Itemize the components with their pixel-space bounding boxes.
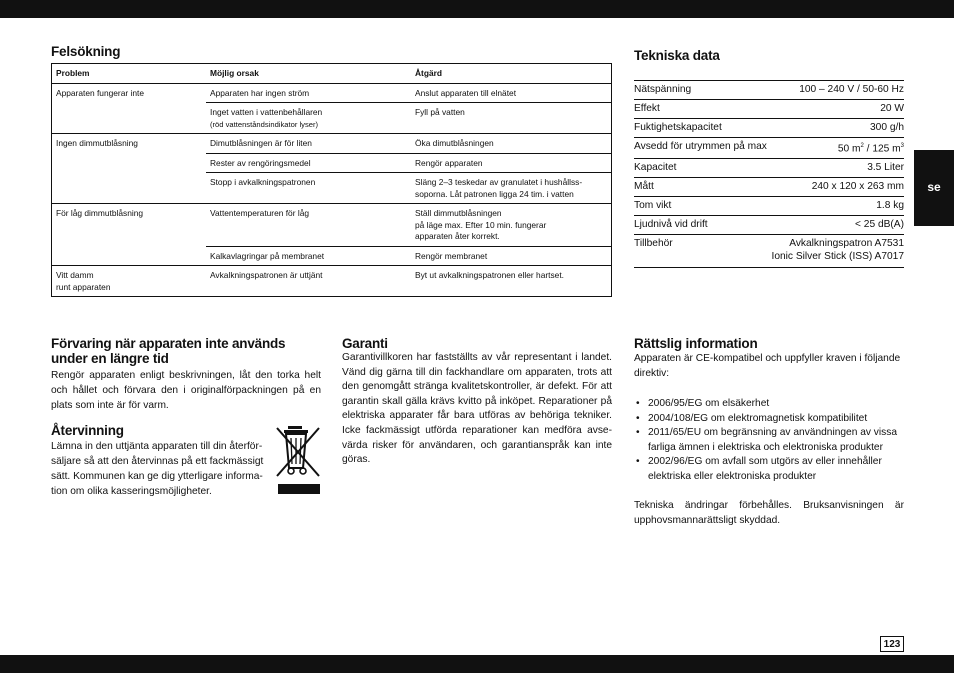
table-header-row: [52, 64, 612, 84]
tech-row: [634, 159, 904, 178]
tech-value: 100 – 240 V / 50-60 Hz: [769, 81, 904, 100]
action-cell: Släng 2–3 teskedar av granulatet i hushållss- soporna. Låt patronen ligga 24 tim. i vatten: [411, 173, 612, 204]
troubleshooting-table: [51, 63, 612, 297]
tech-row: [634, 235, 904, 268]
problem-cell: Apparaten fungerar inte: [56, 87, 144, 98]
cause-text: Stopp i avkalkningspatronen: [210, 177, 316, 187]
tech-row: [634, 178, 904, 197]
tech-value: < 25 dB(A): [769, 216, 904, 235]
table-row: [52, 204, 612, 247]
table-row: [52, 266, 612, 297]
cause-cell: [206, 266, 411, 297]
cause-cell: [206, 153, 411, 173]
legal-section: [634, 336, 904, 528]
superscript: 2: [860, 143, 864, 149]
legal-title: Rättslig information: [634, 336, 758, 351]
cause-text: Inget vatten i vattenbehållaren: [210, 107, 323, 117]
cause-text: Vattentemperaturen för låg: [210, 208, 310, 218]
action-cell: Fyll på vatten: [411, 103, 612, 134]
directive-item: • 2011/65/EU om begränsning av användningen av vissa farliga ämnen i elektriska och elektroniska produkter: [634, 426, 904, 455]
header-action: Åtgärd: [411, 64, 612, 84]
storage-title: Förvaring när apparaten inte används under en längre tid: [51, 336, 286, 366]
warranty-title: Garanti: [342, 336, 388, 351]
recycling-text: Lämna in den uttjänta apparaten till din återför-säljare så att den återvinnas på ett fackmässigt sätt. Kommunen kan ge dig ytterligare informa-tion om olika kasseringsmöjligheter.: [51, 441, 264, 497]
tech-value: 240 x 120 x 263 mm: [769, 178, 904, 197]
superscript: 3: [900, 143, 904, 149]
problem-cell: För låg dimmutblåsning: [52, 204, 207, 266]
tech-value: 20 W: [769, 100, 904, 119]
storage-text: Rengör apparaten enligt beskrivningen, låt den torka helt och hållet och förvara den i originalförpackningen på en plats som inte är för varm.: [51, 370, 321, 411]
legal-footer: Tekniska ändringar förbehålles. Bruksanvisningen är upphovsmannarättsligt skyddad.: [634, 500, 904, 526]
page-number: 123: [880, 636, 904, 652]
action-cell: Anslut apparaten till elnätet: [415, 87, 517, 98]
cause-cell: [206, 246, 411, 266]
action-cell: Rengör apparaten: [411, 153, 612, 173]
cause-cell: [206, 134, 411, 154]
tech-label: Ljudnivå vid drift: [634, 216, 769, 235]
tech-value: 3.5 Liter: [769, 159, 904, 178]
tech-row: [634, 216, 904, 235]
tech-label: Avsedd för utrymmen på max: [634, 138, 769, 159]
tech-row: [634, 81, 904, 100]
cause-cell: [206, 173, 411, 204]
recycling-section: [51, 423, 273, 499]
language-tab: se: [914, 150, 954, 226]
tech-label: Effekt: [634, 100, 769, 119]
tech-value: 50 $m^2 / 125$ $m^3$: [769, 138, 904, 159]
cause-text: Avkalkningspatronen är uttjänt: [210, 270, 323, 280]
tech-label: Kapacitet: [634, 159, 769, 178]
warranty-text: Garantivillkoren har fastställts av vår representant i landet. Vänd dig gärna till din fackhandlare om apparaten, trots att den genomgått stränga kvalitetskontroller, är defekt. För att garantin skall gälla krävs kvitto på inköpet. Reparationer på elektriska apparater får bara utföras av behöriga tekniker. Icke fackmässigt utförda reparationer kan medföra avse-värda risker för användaren, och garantianspråk kan inte göras.: [342, 352, 612, 466]
cause-text: Rester av rengöringsmedel: [210, 157, 311, 168]
tech-label: Mått: [634, 178, 769, 197]
cause-cell: [206, 103, 411, 134]
table-row: [52, 134, 612, 154]
cause-note: (röd vattenståndsindikator lyser): [210, 119, 319, 129]
problem-cell: Ingen dimmutblåsning: [52, 134, 207, 204]
problem-cell: Vitt damm runt apparaten: [52, 266, 207, 297]
recycling-title: Återvinning: [51, 423, 124, 438]
legal-intro: Apparaten är CE-kompatibel och uppfyller kraven i följande direktiv:: [634, 353, 901, 379]
directive-list: [634, 397, 904, 484]
storage-section: [51, 336, 321, 413]
crossed-out-wheelie-bin-icon: [274, 424, 322, 496]
tech-label: Fuktighetskapacitet: [634, 119, 769, 138]
directive-item: • 2004/108/EG om elektromagnetisk kompatibilitet: [634, 412, 904, 427]
action-cell: Rengör membranet: [411, 246, 612, 266]
tech-row: [634, 138, 904, 159]
tech-label: Tillbehör: [634, 235, 769, 268]
tech-row: [634, 100, 904, 119]
cause-text: Dimutblåsningen är för liten: [210, 138, 312, 148]
header-problem: Problem: [52, 64, 207, 84]
tech-row: [634, 119, 904, 138]
tech-label: Nätspänning: [634, 81, 769, 100]
troubleshooting-title: Felsökning: [51, 44, 121, 59]
tech-value: 1.8 kg: [769, 197, 904, 216]
cause-cell: [206, 204, 411, 247]
cause-text: Kalkavlagringar på membranet: [210, 250, 325, 261]
action-cell: Öka dimutblåsningen: [411, 134, 612, 154]
table-row: [52, 83, 612, 103]
tech-value: 300 g/h: [769, 119, 904, 138]
tech-title: Tekniska data: [634, 48, 720, 63]
header-cause: Möjlig orsak: [206, 64, 411, 84]
cause-cell: [206, 83, 411, 103]
cause-text: Apparaten har ingen ström: [210, 87, 310, 98]
recycling-icon-wrap: [274, 424, 322, 496]
tech-row: [634, 197, 904, 216]
tech-label: Tom vikt: [634, 197, 769, 216]
warranty-section: [342, 336, 612, 468]
tech-table: [634, 80, 904, 268]
bottom-bar: [0, 655, 954, 673]
tech-value: Avkalkningspatron A7531 Ionic Silver Stick (ISS) A7017: [769, 235, 904, 268]
action-cell: Ställ dimmutblåsningen på läge max. Efter 10 min. fungerar apparaten åter korrekt.: [411, 204, 612, 247]
directive-item: • 2002/96/EG om avfall som utgörs av eller innehåller elektriska eller elektroniska produkter: [634, 455, 904, 484]
directive-item: • 2006/95/EG om elsäkerhet: [634, 397, 904, 412]
top-bar: [0, 0, 954, 18]
action-cell: Byt ut avkalkningspatronen eller hartset.: [411, 266, 612, 297]
